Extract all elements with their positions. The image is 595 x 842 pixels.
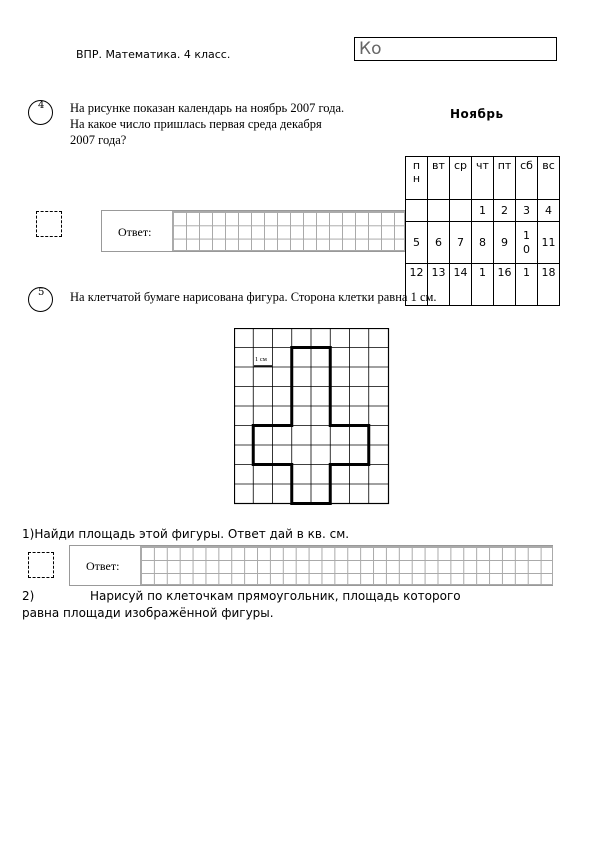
- calendar-cutoff: [400, 312, 560, 352]
- calendar-day-cell: 4: [538, 200, 560, 222]
- november-calendar: [405, 156, 560, 306]
- calendar-day-cell: 7: [450, 222, 472, 264]
- question-2-number: 2): [22, 589, 35, 603]
- task-5-score-box[interactable]: [28, 552, 54, 578]
- task-5-number-circle: [28, 287, 53, 312]
- calendar-week-row: [406, 222, 560, 264]
- calendar-week-row: [406, 200, 560, 222]
- task-4-answer-cells[interactable]: [172, 211, 405, 251]
- calendar-day-cell: [406, 200, 428, 222]
- calendar-day-cell: 11: [538, 222, 560, 264]
- task-5-answer-label: Ответ:: [86, 559, 120, 573]
- task-4-text: [70, 100, 393, 148]
- question-2-line-1: Нарисуй по клеточкам прямоугольник, площадь которого: [90, 589, 461, 603]
- calendar-day-cell: 8: [472, 222, 494, 264]
- task-4-line-2: На какое число пришлась первая среда декабря: [70, 117, 322, 131]
- calendar-day-cell: 1: [516, 264, 538, 306]
- code-label: Ко: [359, 39, 382, 59]
- task-4-score-box[interactable]: [36, 211, 62, 237]
- calendar-day-header: вс: [538, 157, 560, 200]
- calendar-day-cell: 6: [428, 222, 450, 264]
- task-4-answer-box[interactable]: [101, 210, 405, 252]
- calendar-day-cell: 3: [516, 200, 538, 222]
- calendar-month-title: Ноябрь: [450, 107, 504, 121]
- task-5-number: 5: [38, 287, 45, 298]
- task-4-number-circle: [28, 100, 53, 125]
- question-2-line-2: равна площади изображённой фигуры.: [22, 606, 274, 620]
- calendar-day-cell: 18: [538, 264, 560, 306]
- calendar-day-cell: 10: [516, 222, 538, 264]
- calendar-day-header: сб: [516, 157, 538, 200]
- task-5-answer-cells[interactable]: [140, 546, 553, 585]
- calendar-day-header: вт: [428, 157, 450, 200]
- task-4-answer-label: Ответ:: [118, 225, 152, 239]
- calendar-day-cell: [428, 200, 450, 222]
- calendar-day-cell: 1: [472, 264, 494, 306]
- calendar-day-header: пт: [494, 157, 516, 200]
- task-5-answer-box[interactable]: [69, 545, 553, 586]
- participant-code-box[interactable]: [354, 37, 557, 61]
- question-1-text: 1)Найди площадь этой фигуры. Ответ дай в кв. см.: [22, 527, 350, 541]
- calendar-day-cell: 14: [450, 264, 472, 306]
- calendar-day-cell: 13: [428, 264, 450, 306]
- task-4-line-3: 2007 года?: [70, 133, 127, 147]
- checkered-figure-grid: [234, 328, 390, 505]
- calendar-day-header: чт: [472, 157, 494, 200]
- task-4-number: 4: [38, 100, 45, 111]
- calendar-day-cell: 2: [494, 200, 516, 222]
- task-5-text: На клетчатой бумаге нарисована фигура. Сторона клетки равна 1 см.: [70, 290, 437, 304]
- calendar-day-header: ср: [450, 157, 472, 200]
- calendar-day-cell: 16: [494, 264, 516, 306]
- scale-label: 1 см: [255, 356, 267, 363]
- calendar-day-header: пн: [406, 157, 428, 200]
- calendar-day-cell: 9: [494, 222, 516, 264]
- task-4-line-1: На рисунке показан календарь на ноябрь 2007 года.: [70, 101, 345, 115]
- calendar-header-row: [406, 157, 560, 200]
- calendar-day-cell: 12: [406, 264, 428, 306]
- calendar-day-cell: 1: [472, 200, 494, 222]
- calendar-day-cell: [450, 200, 472, 222]
- page-header-title: ВПР. Математика. 4 класс.: [76, 48, 231, 61]
- calendar-day-cell: 5: [406, 222, 428, 264]
- grid-lines: [234, 328, 389, 504]
